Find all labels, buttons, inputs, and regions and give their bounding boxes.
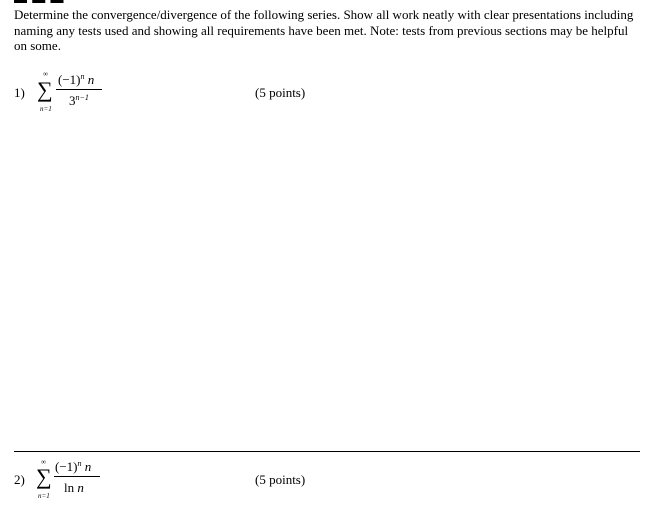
instructions-text: Determine the convergence/divergence of the following series. Show all work neatly with clear presentations including naming any tests used and showing all requirements have been met. Note: tests from previous sections may be helpful on some.: [14, 7, 634, 53]
cut-off-heading: [14, 0, 65, 7]
fraction-numerator: [58, 72, 94, 88]
denominator-exponent: n−1: [75, 93, 89, 102]
fraction-numerator: [55, 459, 91, 475]
fraction-bar: [54, 476, 100, 477]
sum-upper-limit: ∞: [41, 458, 46, 466]
fraction-denominator: [64, 480, 84, 496]
sum-lower-limit: n=1: [38, 492, 50, 500]
numerator-exponent: n: [80, 72, 85, 81]
numerator-exponent: n: [77, 459, 82, 468]
denominator-base: ln: [64, 480, 75, 495]
problem-number: 1): [14, 85, 25, 100]
points-label: (5 points): [255, 472, 306, 487]
denominator-variable: n: [77, 480, 84, 495]
divider-line: [14, 451, 640, 452]
problem-1: [0, 68, 654, 128]
fraction-bar: [56, 89, 102, 90]
numerator-base: (−1): [58, 72, 81, 87]
sum-upper-limit: ∞: [43, 70, 48, 78]
numerator-variable: n: [84, 459, 92, 474]
points-label: (5 points): [255, 85, 306, 100]
numerator-variable: n: [87, 72, 95, 87]
sigma-symbol: ∑: [37, 77, 53, 102]
problem-2: [0, 455, 654, 515]
problem-number: 2): [14, 472, 25, 487]
sum-lower-limit: n=1: [40, 105, 52, 113]
denominator-base: 3: [69, 93, 76, 108]
numerator-base: (−1): [55, 459, 78, 474]
fraction-denominator: [69, 93, 89, 109]
sigma-symbol: ∑: [36, 464, 52, 489]
